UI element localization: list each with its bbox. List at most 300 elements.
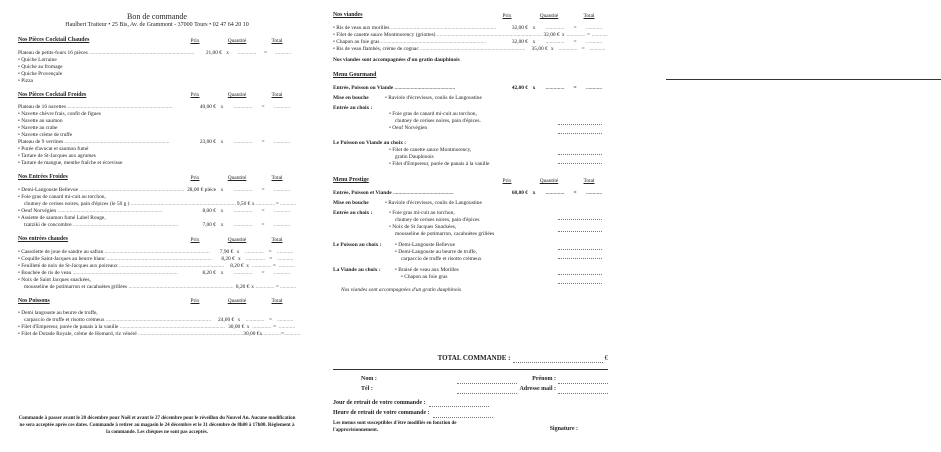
heure-label: Heure de retrait de votre commande :: [333, 410, 430, 417]
menu-row-price: 8,20 €: [235, 283, 250, 290]
menu-row: [18, 215, 296, 222]
viande-row-leader: ..............................................................................: [379, 38, 486, 45]
menu-row-qty[interactable]: ..............: [233, 187, 253, 193]
viandes-section: [333, 12, 608, 64]
menu-row-desc: tzatziki de concombre: [24, 222, 72, 229]
prestige-price: 68,00 €: [511, 189, 528, 196]
menu-row: [18, 64, 296, 71]
menu-row-desc-wrap: [24, 317, 211, 324]
total-currency: €: [604, 354, 608, 362]
menu-row-price: 8,20 €: [230, 262, 244, 269]
customer-form: [333, 369, 608, 444]
gourmand-pv-1: • Filet de canette sauce Montmorency,: [389, 147, 472, 154]
menu-row: [18, 78, 296, 85]
gourmand-main: Entrée, Poisson ou Viande: [333, 85, 394, 92]
left-sections: [18, 37, 301, 338]
menu-gourmand: [333, 72, 608, 169]
menu-row-leader: ..............................................................................: [56, 208, 163, 215]
col-qte: Quantité: [227, 298, 247, 305]
menu-row-desc: • Quiche au fromage: [18, 63, 63, 70]
menu-row-leader: ..............................................................................: [117, 262, 225, 269]
prenom-label: Prénom :: [532, 376, 556, 382]
col-prix: Prix: [190, 236, 200, 243]
menu-row-equals: =: [275, 201, 279, 208]
prestige-poisson-2: • Demi-Langouste au beurre de truffe,: [395, 248, 478, 255]
section-title: Nos Entrées Froides: [18, 174, 68, 181]
menu-row-total[interactable]: ............: [276, 248, 294, 255]
menu-row-equals: =: [261, 222, 265, 229]
prestige-poisson-1: • Demi-Langouste Bellevue: [395, 241, 455, 248]
menu-row-desc: • Navette au crabe: [18, 125, 58, 132]
menu-row: [18, 57, 296, 64]
col-total: Total: [271, 298, 283, 305]
menu-row-desc: • Foie gras de canard mi-cuit au torchon,: [18, 194, 106, 201]
menu-row-times: x: [237, 317, 241, 324]
left-section-header-0: [18, 37, 296, 45]
menu-row-equals: =: [261, 139, 265, 146]
menu-row-qty[interactable]: ..............: [251, 262, 271, 269]
left-section-0: [18, 37, 296, 85]
viandes-note: Nos viandes sont accompagnées d'un gratin dauphinois: [333, 56, 460, 63]
tel-label: Tél :: [361, 385, 373, 392]
viande-row-total[interactable]: ............: [585, 24, 603, 31]
menu-row-desc: Plateau de 16 navettes: [18, 104, 67, 111]
menu-row-desc-wrap: [18, 111, 296, 118]
viande-row-desc: • Ris de veau flambés, crème de cognac: [333, 45, 419, 52]
col-prix: Prix: [190, 174, 200, 181]
menu-row-desc: • Navette au saumon: [18, 118, 63, 125]
prestige-entree-2: • Noix de St Jacques Snackées,: [389, 223, 457, 230]
menu-row-equals: =: [268, 317, 273, 324]
viande-row-total[interactable]: ............: [589, 45, 606, 52]
menu-row-qty[interactable]: ..............: [237, 49, 257, 56]
col-prix: Prix: [190, 298, 200, 305]
viande-row-leader: ..............................................................................: [418, 45, 526, 52]
menu-row-qty[interactable]: ..............: [255, 283, 275, 290]
gourmand-entree-1b: chutney de cerises noires, pain d'épices.: [395, 118, 481, 125]
menu-row-leader: ..............................................................................: [63, 139, 170, 146]
menu-row-qty[interactable]: ..............: [252, 324, 272, 331]
menu-row-price: 28,00 € pièce: [187, 187, 216, 193]
menu-row-equals: =: [273, 324, 277, 331]
menu-row: [18, 222, 296, 229]
menu-row: [18, 146, 296, 153]
menu-row-desc-wrap: [18, 249, 210, 256]
col-total: Total: [271, 174, 283, 181]
prestige-viande-qty-1[interactable]: [558, 274, 602, 275]
menu-row-total[interactable]: ............: [273, 269, 291, 276]
viande-row-price: 35,00 €: [531, 45, 548, 52]
prestige-viande-label: La Viande au choix :: [333, 266, 381, 273]
menu-row-desc: • Assiette de saumon fumé Label Rouge,: [18, 215, 106, 222]
menu-row-times: x: [220, 139, 224, 146]
prestige-poisson-qty-1[interactable]: [558, 249, 602, 250]
menu-row: [18, 208, 296, 215]
divider: [666, 79, 941, 80]
menu-row-total[interactable]: ............: [273, 187, 291, 193]
jour-field[interactable]: [429, 406, 489, 407]
menu-row-desc-wrap: [18, 118, 296, 125]
viande-row-leader: ..............................................................................: [435, 31, 542, 38]
prestige-viande-qty-2[interactable]: [558, 283, 602, 284]
menu-row-desc: • Filet d'Empereur, purée de panais à la vanille: [18, 324, 119, 331]
menu-row: [18, 317, 296, 324]
section-title: Nos Pièces Cocktail Chaudes: [18, 37, 90, 44]
menu-row-desc: • Quiche Lorraine: [18, 56, 57, 63]
menu-row-times: x: [251, 201, 255, 208]
menu-row-desc-wrap: [18, 215, 296, 222]
menu-row-total[interactable]: ............: [279, 201, 296, 208]
viande-row: [333, 32, 608, 39]
menu-row-leader: ..............................................................................: [87, 49, 195, 56]
menu-row-total[interactable]: ............: [284, 331, 301, 338]
menu-row-total[interactable]: ............: [273, 208, 291, 215]
viandes-header: [333, 12, 608, 20]
prestige-entree-qty-2[interactable]: [558, 231, 602, 232]
menu-row-equals: =: [281, 331, 285, 338]
total-field[interactable]: [513, 362, 603, 363]
menu-row-desc: • Filet de Dorade Royale, crème de Homard, riz vénéré: [18, 331, 137, 338]
menu-row-equals: =: [268, 248, 272, 255]
menu-row-leader: ..............................................................................: [71, 269, 178, 276]
menu-row-price: 7,00 €: [202, 222, 216, 229]
prenom-field[interactable]: [558, 383, 608, 384]
menu-row-equals: =: [263, 49, 267, 56]
menu-row-desc: • Feuilleté de noix de St-Jacques aux poireaux: [18, 262, 118, 269]
viande-row-qty[interactable]: ..............: [545, 38, 565, 45]
menu-row-price: 8,00 €: [202, 208, 216, 215]
viande-row-equals: =: [581, 45, 585, 52]
gourmand-bouche: • Raviole d'écrevisses, coulis de Langoustine: [385, 95, 482, 102]
menu-row-desc: chutney de cerises noires, pain d'épices (le 50 g ): [24, 201, 130, 208]
menu-row-desc-wrap: [18, 64, 296, 71]
menu-row-desc: Plateau de petits-fours 16 pièces: [18, 49, 88, 56]
prestige-entree-1b: chutney de cerises noires, pain d'épices: [395, 216, 480, 223]
menu-row-total[interactable]: ............: [273, 222, 291, 229]
gourmand-entree-qty-2[interactable]: [558, 133, 602, 134]
menu-row-total[interactable]: ............: [277, 317, 294, 324]
section-title: Nos Pièces Cocktail Froides: [18, 91, 87, 98]
menu-row-price: 40,00 €: [199, 104, 216, 111]
menu-row: [18, 256, 296, 263]
viande-row-qty[interactable]: ..............: [558, 45, 578, 52]
menu-row-times: x: [220, 208, 224, 215]
menu-row-desc: • Noix de Saint Jacques snackées,: [18, 276, 91, 283]
menu-row-desc: carpaccio de truffe et risotto crémeux: [24, 317, 105, 324]
viande-row-equals: =: [587, 31, 591, 38]
menu-row: [18, 263, 296, 270]
menu-row-desc: • Coquille Saint-Jacques au beurre blanc: [18, 255, 106, 262]
menu-row-desc-wrap: [24, 222, 186, 229]
menu-row: [18, 277, 296, 284]
nom-label: Nom :: [361, 376, 377, 382]
menu-row-desc-wrap: [18, 50, 194, 57]
gourmand-total[interactable]: ............: [585, 85, 603, 92]
menu-row-desc-wrap: [18, 146, 296, 153]
viande-row-desc: • Filet de canette sauce Montmorency (griottes): [333, 31, 436, 38]
prestige-total[interactable]: ............: [585, 189, 603, 196]
col-total: Total: [271, 236, 283, 243]
gourmand-pv-1b: gratin Dauphinois: [395, 154, 434, 161]
mail-label: Adresse mail :: [519, 385, 556, 392]
menu-row-desc-wrap: [18, 194, 296, 201]
menu-row: [18, 71, 296, 78]
menu-row-leader: ..............................................................................: [104, 317, 212, 324]
left-section-header-3: [18, 236, 296, 244]
menu-row-times: x: [226, 49, 229, 56]
menu-row-price: 8,20 €: [221, 255, 235, 262]
menu-row-leader: ..............................................................................: [136, 331, 244, 338]
left-section-header-1: [18, 92, 296, 100]
viande-row-total[interactable]: ............: [585, 38, 603, 45]
viande-row-desc-wrap: [333, 32, 542, 39]
col-prix: Prix: [190, 37, 200, 44]
prestige-entree-1: • Foie gras mi-cuit au torchon,: [389, 209, 455, 216]
page-title: Bon de commande: [127, 12, 187, 21]
viande-row-price: 32,00 €: [511, 38, 528, 45]
menu-row-desc: • Demi-Langouste Bellevue: [18, 187, 78, 193]
viande-row-desc-wrap: [333, 25, 498, 32]
viande-row-leader: ..............................................................................: [389, 24, 496, 31]
menu-row-qty[interactable]: ..............: [233, 269, 253, 276]
col-qte: Quantité: [227, 174, 247, 181]
menu-row-desc: • Demi langouste au beurre de truffe,: [18, 310, 98, 317]
menu-row-total[interactable]: ............: [278, 324, 296, 331]
company-info: Haulbert Traiteur • 25 Bis, Av. de Grammont - 37000 Tours • 02 47 64 20 10: [65, 22, 249, 29]
total-label: TOTAL COMMANDE :: [437, 354, 511, 362]
menu-row-times: x: [236, 248, 240, 255]
prestige-bouche: • Raviole d'écrevisses, coulis de Langoustine: [385, 199, 482, 206]
menu-row-price: 9,50 €: [236, 201, 251, 208]
menu-row-equals: =: [275, 283, 279, 290]
total-row: [333, 354, 608, 363]
menu-row-leader: ..............................................................................: [103, 248, 210, 255]
col-total: Total: [583, 12, 595, 19]
viande-row-times: x: [561, 31, 565, 38]
col-quantite: Quantité: [539, 12, 559, 19]
viande-row-desc: • Ris de veau aux morilles: [333, 24, 390, 31]
jour-label: Jour de retrait de votre commande :: [333, 399, 426, 406]
menu-row-times: x: [238, 255, 241, 262]
menu-row: [18, 270, 296, 277]
viande-row-total[interactable]: ............: [591, 31, 608, 38]
menu-row-desc: • Navette crème de truffe: [18, 132, 73, 139]
menus-note: Les menus sont susceptibles d'être modifiés en fonction de l'approvisionnement.: [333, 421, 457, 433]
gourmand-pv-qty-2[interactable]: [558, 163, 602, 164]
prestige-bouche-label: Mise en bouche: [333, 199, 369, 206]
menu-row-times: x: [251, 283, 254, 290]
menu-row-leader: ..............................................................................: [77, 187, 185, 193]
viande-row-qty[interactable]: ..............: [566, 31, 586, 38]
menu-row-desc-wrap: [18, 187, 186, 194]
viande-row: [333, 39, 608, 46]
menu-row-price: 30,00 €: [243, 331, 260, 338]
menu-row-desc: • Purée d'avocat et saumon fumé: [18, 146, 89, 153]
menu-row-desc: • Pizza: [18, 77, 33, 84]
prestige-poisson-2b: carpaccio de truffe et risotto crémeux: [401, 255, 482, 262]
heure-field[interactable]: [433, 417, 493, 418]
col-quantite-2: Quantité: [539, 177, 559, 184]
menu-row-desc-wrap: [18, 71, 296, 78]
col-qte: Quantité: [227, 236, 247, 243]
menu-row-times: x: [246, 262, 249, 269]
menu-row-desc: • Cassolette de joue de sandre au safran: [18, 248, 104, 255]
menu-row-desc-wrap: [18, 57, 296, 64]
menu-row-equals: =: [261, 104, 265, 111]
left-section-header-2: [18, 174, 296, 182]
prestige-poisson-qty-2[interactable]: [558, 258, 602, 259]
prestige-poisson-label: Le Poisson au choix :: [333, 241, 382, 248]
menu-row-leader: ..............................................................................: [127, 283, 234, 290]
menu-row-times: x: [220, 269, 224, 276]
viandes-title: Nos viandes: [333, 12, 363, 18]
menu-prestige: [333, 177, 608, 294]
menu-row: [18, 201, 296, 208]
menu-row-desc-wrap: [18, 208, 186, 215]
right-column: [333, 0, 608, 362]
menu-row-desc: • Oeuf Norvégien: [18, 208, 57, 215]
menu-row-qty[interactable]: ..............: [233, 104, 253, 111]
col-total: Total: [271, 37, 283, 44]
gourmand-qty[interactable]: ..............: [545, 85, 565, 92]
menu-row-total[interactable]: ............: [273, 104, 291, 111]
menu-row: [18, 132, 296, 139]
gourmand-pv-qty-1[interactable]: [558, 154, 602, 155]
viande-row: [333, 46, 608, 53]
menu-row-desc-wrap: [18, 324, 225, 331]
menu-row-qty[interactable]: ..............: [262, 331, 282, 338]
menu-row-price: 8,20 €: [202, 269, 216, 276]
viande-row-equals: =: [573, 24, 577, 31]
menu-row-desc: • Quiche Provençale: [18, 70, 63, 77]
menu-row-total[interactable]: ............: [278, 262, 295, 269]
menu-row-desc: • Navette chèvre frais, confit de figues: [18, 111, 101, 118]
viande-row-times: x: [532, 24, 536, 31]
menu-row-qty[interactable]: ..............: [233, 222, 253, 229]
menu-row: [18, 111, 296, 118]
menu-row-times: x: [220, 104, 224, 111]
left-section-4: [18, 297, 301, 339]
prestige-entree-qty-1[interactable]: [558, 219, 602, 220]
menu-row-equals: =: [269, 255, 273, 262]
col-prix-2: Prix: [502, 177, 512, 184]
menu-row-desc: Plateau de 9 verrines: [18, 139, 64, 146]
menu-row-desc: • Bouchée de ris de veau: [18, 269, 72, 276]
left-section-header-4: [18, 298, 296, 306]
menu-row-desc: • Tartare de St-Jacques aux agrumes: [18, 153, 96, 160]
menu-row-desc-wrap: [18, 331, 243, 338]
prestige-qty[interactable]: ..............: [545, 189, 565, 196]
left-column: [18, 0, 301, 338]
menu-row-price: 23,00 €: [199, 139, 216, 146]
prestige-entree-label: Entrée au choix :: [333, 209, 373, 216]
menu-row-qty[interactable]: ..............: [256, 201, 276, 208]
menu-row-qty[interactable]: ..............: [245, 317, 265, 324]
order-conditions-note: Commande à passer avant le 20 décembre pour Noël et avant le 27 décembre pour le réveillon du Nouvel An. Aucune modification ne sera acceptée après ces dates. Commande à retirer au magasin le 24 décembre et le 31 décembre de 8h00 à 17h00. Règlement à la commande. Les chèques ne sont pas acceptés.: [18, 416, 296, 435]
menu-row-total[interactable]: ............: [279, 283, 297, 290]
menu-row: [18, 160, 296, 167]
menu-row-desc-wrap: [18, 263, 224, 270]
prestige-entree-2b: mousseline de potimarron, cacahuètes grillées: [395, 230, 495, 237]
menu-row-leader: ..............................................................................: [71, 222, 179, 229]
viande-row-equals: =: [573, 38, 577, 45]
menu-row-price: 24,00 €: [218, 317, 235, 324]
gourmand-title: Menu Gourmand: [333, 71, 377, 78]
menu-row-qty[interactable]: ..............: [233, 208, 253, 215]
menu-row-times: x: [259, 331, 263, 338]
gourmand-main-row: Entrée, Poisson ou Viande ............................................. 42,00 € x .............. = ............: [333, 85, 608, 92]
gourmand-pv-label: Le Poisson ou Viande au choix :: [333, 140, 407, 147]
menu-row: [18, 118, 296, 125]
menu-row-price: 21,00 €: [205, 49, 222, 56]
viandes-rows: [333, 21, 608, 53]
col-prix: Prix: [190, 92, 200, 99]
menu-row-equals: =: [261, 208, 265, 215]
gourmand-pv-2: • Filet d'Empereur, purée de panais à la vanille: [389, 161, 490, 168]
menu-row-desc-wrap: [24, 201, 236, 208]
menu-row: [18, 187, 296, 194]
menu-row-desc-wrap: [18, 78, 296, 85]
prestige-main-row: Entrée, Poisson et Viande ............................................. 68,00 € x .............. = ............: [333, 190, 608, 197]
prestige-viande-1: • Braisé de veau aux Morilles: [395, 266, 459, 273]
menu-row-total[interactable]: ............: [277, 255, 294, 262]
menu-row-equals: =: [261, 269, 265, 276]
viande-row-times: x: [532, 38, 536, 45]
prestige-main: Entrée, Poisson et Viande: [333, 189, 392, 196]
gourmand-entrees: [385, 105, 558, 137]
menu-row-total[interactable]: ............: [274, 49, 292, 56]
gourmand-entree-1: • Foie gras de canard mi-cuit au torchon,: [389, 111, 477, 118]
menu-row-equals: =: [261, 187, 265, 193]
signature-label: Signature :: [549, 426, 578, 433]
col-prix: Prix: [502, 12, 512, 19]
menu-row-desc-wrap: [18, 277, 296, 284]
menu-row-leader: ..............................................................................: [66, 104, 173, 111]
prestige-title: Menu Prestige: [333, 177, 369, 184]
section-title: Nos entrées chaudes: [18, 236, 68, 243]
viande-row-price: 32,00 €: [543, 31, 560, 38]
col-qte: Quantité: [227, 37, 247, 44]
viande-row-desc-wrap: [333, 46, 525, 53]
prestige-note: Nos viandes sont accompagnées d'un gratin dauphinois: [341, 286, 462, 293]
menu-row-equals: =: [272, 262, 276, 269]
left-section-2: [18, 174, 296, 229]
tel-field[interactable]: [457, 393, 517, 394]
menu-row-total[interactable]: ............: [273, 139, 291, 146]
menu-row-times: x: [246, 324, 250, 331]
gourmand-price: 42,00 €: [511, 85, 528, 92]
menu-row-qty[interactable]: ..............: [246, 255, 265, 262]
menu-row: [18, 331, 301, 338]
col-qte: Quantité: [227, 92, 247, 99]
left-section-3: [18, 236, 296, 291]
menu-row-qty[interactable]: ..............: [233, 139, 253, 146]
menu-row-leader: ..............................................................................: [118, 324, 225, 331]
viande-row-qty[interactable]: ..............: [545, 24, 565, 31]
menu-row-price: 7,90 €: [219, 248, 234, 255]
gourmand-entree-2: • Oeuf Norvégien: [389, 125, 428, 132]
left-section-1: [18, 92, 296, 168]
viande-row-price: 32,00 €: [511, 24, 528, 31]
gourmand-bouche-label: Mise en bouche: [333, 95, 369, 102]
gourmand-entree-qty-1[interactable]: [558, 124, 602, 125]
col-total: Total: [271, 92, 283, 99]
mail-field[interactable]: [558, 393, 608, 394]
nom-field[interactable]: [457, 383, 517, 384]
menu-row: [18, 194, 296, 201]
menu-row-qty[interactable]: ..............: [245, 248, 264, 255]
menu-row-desc-wrap: [18, 270, 186, 277]
